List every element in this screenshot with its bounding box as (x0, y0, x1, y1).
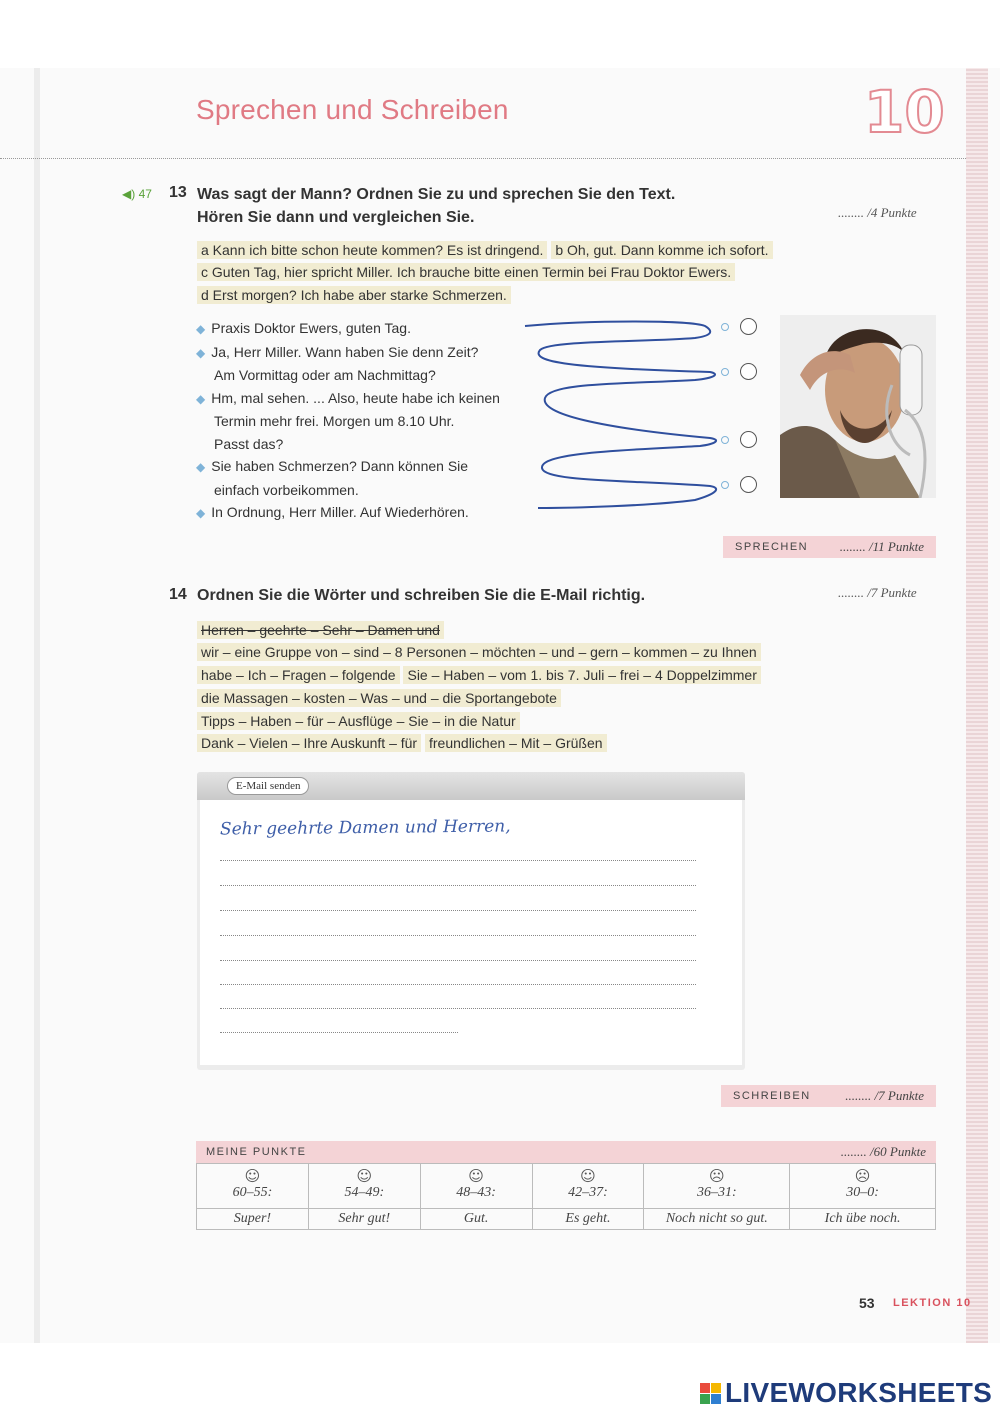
email-greeting: Sehr geehrte Damen und Herren, (219, 816, 511, 840)
page-number: 53 (859, 1295, 875, 1311)
option-row (197, 240, 773, 260)
page-spine (34, 68, 40, 1343)
score-range-row (197, 1164, 936, 1209)
writing-line[interactable] (220, 1008, 696, 1009)
score-header (196, 1141, 936, 1163)
writing-line[interactable] (220, 860, 696, 861)
option-a: a Kann ich bitte schon heute kommen? Es ist dringend. (197, 241, 547, 259)
dialogue-line: Termin mehr frei. Morgen um 8.10 Uhr. (214, 413, 455, 429)
schreiben-label: SCHREIBEN (733, 1090, 811, 1102)
exercise-14-points: ........ /7 Punkte (838, 585, 917, 600)
score-range: 30–0: (846, 1185, 879, 1200)
dialogue-line (196, 455, 500, 479)
answer-dot (721, 481, 729, 489)
score-range-cell (644, 1164, 790, 1209)
score-label: MEINE PUNKTE (206, 1146, 307, 1158)
dialogue-text: Hm, mal sehen. ... Also, heute habe ich keinen (211, 389, 500, 406)
answer-dot (721, 436, 729, 444)
email-window (197, 772, 745, 1070)
option-b: b Oh, gut. Dann komme ich sofort. (551, 241, 772, 259)
dialogue (196, 317, 500, 525)
dialogue-line (196, 387, 500, 411)
exercise-13-number: 13 (169, 184, 187, 201)
score-label-row (197, 1209, 936, 1230)
score-range: 54–49: (344, 1185, 385, 1200)
answer-slot-2[interactable] (740, 363, 757, 380)
answer-dot (721, 368, 729, 376)
dialogue-line (196, 341, 500, 365)
handwritten-curve (525, 322, 716, 509)
word-group-crossed: Herren – geehrte – Sehr – Damen und (197, 621, 444, 639)
word-group: die Massagen – kosten – Was – und – die Sportangebote (197, 689, 561, 707)
send-email-button[interactable]: E-Mail senden (227, 777, 309, 795)
diamond-bullet-icon: ◆ (196, 322, 206, 336)
answer-slot-1[interactable] (740, 318, 757, 335)
answer-dot (721, 323, 729, 331)
writing-line[interactable] (220, 984, 696, 985)
word-group: habe – Ich – Fragen – folgende (197, 666, 400, 684)
diamond-bullet-icon: ◆ (196, 345, 206, 360)
score-text: Es geht. (532, 1209, 644, 1230)
exercise-13-points: ........ /4 Punkte (838, 205, 917, 220)
score-range: 42–37: (568, 1185, 608, 1200)
option-row (197, 262, 735, 282)
neutral-face-icon: ☺ (580, 1167, 596, 1185)
score-text: Gut. (420, 1209, 532, 1230)
score-range: 48–43: (456, 1185, 496, 1200)
score-range-cell (790, 1164, 936, 1209)
exercise-14-instruction: Ordnen Sie die Wörter und schreiben Sie die E-Mail richtig. (197, 587, 646, 604)
diamond-bullet-icon: ◆ (196, 506, 206, 520)
audio-track[interactable] (122, 187, 152, 201)
answer-slot-4[interactable] (740, 476, 757, 493)
score-text: Sehr gut! (308, 1209, 420, 1230)
schreiben-points: ........ /7 Punkte (845, 1088, 924, 1103)
option-d: d Erst morgen? Ich habe aber starke Schmerzen. (197, 286, 511, 304)
exercise-14-number: 14 (169, 586, 187, 603)
email-toolbar (197, 772, 745, 800)
word-row (197, 733, 607, 753)
photo-man-with-headache (780, 315, 936, 498)
score-range-cell (308, 1164, 420, 1209)
score-range: 60–55: (232, 1185, 273, 1200)
header-divider (0, 158, 966, 159)
dialogue-text: Sie haben Schmerzen? Dann können Sie (211, 458, 469, 474)
writing-line[interactable] (220, 885, 696, 886)
writing-line[interactable] (220, 935, 696, 936)
email-body[interactable] (200, 800, 742, 1065)
schreiben-score-bar (721, 1085, 936, 1107)
word-row (197, 711, 520, 731)
dialogue-line (196, 317, 500, 341)
option-row (197, 285, 511, 305)
speaker-icon: ◀) (122, 187, 136, 201)
sprechen-points: ........ /11 Punkte (839, 539, 924, 554)
instruction-line: Was sagt der Mann? Ordnen Sie zu und sprechen Sie den Text. (197, 186, 676, 203)
dialogue-text: In Ordnung, Herr Miller. Auf Wiederhören. (211, 504, 469, 520)
dialogue-line (196, 501, 500, 525)
word-group: wir – eine Gruppe von – sind – 8 Personen – möchten – und – gern – kommen – zu Ihnen (197, 643, 761, 661)
sprechen-score-bar (723, 536, 936, 558)
brand-name: LIVEWORKSHEETS (725, 1377, 993, 1408)
sprechen-label: SPRECHEN (735, 541, 809, 553)
instruction-line: Hören Sie dann und vergleichen Sie. (197, 209, 475, 226)
exercise-13-instruction (197, 183, 675, 229)
score-range-cell (197, 1164, 309, 1209)
dialogue-line: einfach vorbeikommen. (214, 481, 359, 498)
page-edge-strip (966, 68, 988, 1343)
liveworksheets-logo-icon (700, 1383, 721, 1404)
score-text: Noch nicht so gut. (644, 1209, 790, 1230)
writing-line[interactable] (220, 1032, 458, 1033)
word-row (197, 665, 761, 685)
smiley-icon: ☺ (356, 1167, 373, 1185)
score-text: Ich übe noch. (790, 1209, 936, 1230)
word-group: freundlichen – Mit – Grüßen (425, 734, 607, 752)
sad-face-icon: ☹ (708, 1167, 725, 1185)
score-table (196, 1163, 936, 1230)
score-range-cell (532, 1164, 644, 1209)
diamond-bullet-icon: ◆ (196, 391, 206, 406)
audio-track-number: 47 (138, 187, 152, 201)
word-group: Dank – Vielen – Ihre Auskunft – für (197, 734, 421, 752)
word-group: Sie – Haben – vom 1. bis 7. Juli – frei – 4 Doppelzimmer (403, 666, 760, 684)
answer-connector-drawing (510, 310, 770, 520)
score-points: ........ /60 Punkte (840, 1144, 926, 1159)
writing-line[interactable] (220, 960, 696, 961)
writing-line[interactable] (220, 910, 696, 911)
word-row (197, 620, 444, 640)
word-row (197, 688, 561, 708)
footer-lesson: LEKTION 10 (893, 1297, 972, 1309)
score-text: Super! (197, 1209, 309, 1230)
sad-face-icon: ☹ (854, 1167, 871, 1185)
score-range: 36–31: (696, 1185, 737, 1200)
word-group: Tipps – Haben – für – Ausflüge – Sie – in die Natur (197, 712, 520, 730)
dialogue-text: Praxis Doktor Ewers, guten Tag. (211, 320, 411, 336)
dialogue-line: Am Vormittag oder am Nachmittag? (214, 367, 436, 383)
smiley-icon: ☺ (244, 1167, 261, 1185)
answer-slot-3[interactable] (740, 431, 757, 448)
liveworksheets-logo (700, 1377, 992, 1409)
word-row (197, 642, 761, 662)
score-range-cell (420, 1164, 532, 1209)
lesson-number: 10 (864, 78, 945, 146)
option-c: c Guten Tag, hier spricht Miller. Ich brauche bitte einen Termin bei Frau Doktor Ewers. (197, 263, 735, 281)
dialogue-text: Ja, Herr Miller. Wann haben Sie denn Zeit? (211, 343, 479, 360)
page-title: Sprechen und Schreiben (196, 94, 509, 125)
smiley-icon: ☺ (468, 1167, 484, 1185)
dialogue-line: Passt das? (214, 435, 284, 452)
diamond-bullet-icon: ◆ (196, 460, 206, 474)
